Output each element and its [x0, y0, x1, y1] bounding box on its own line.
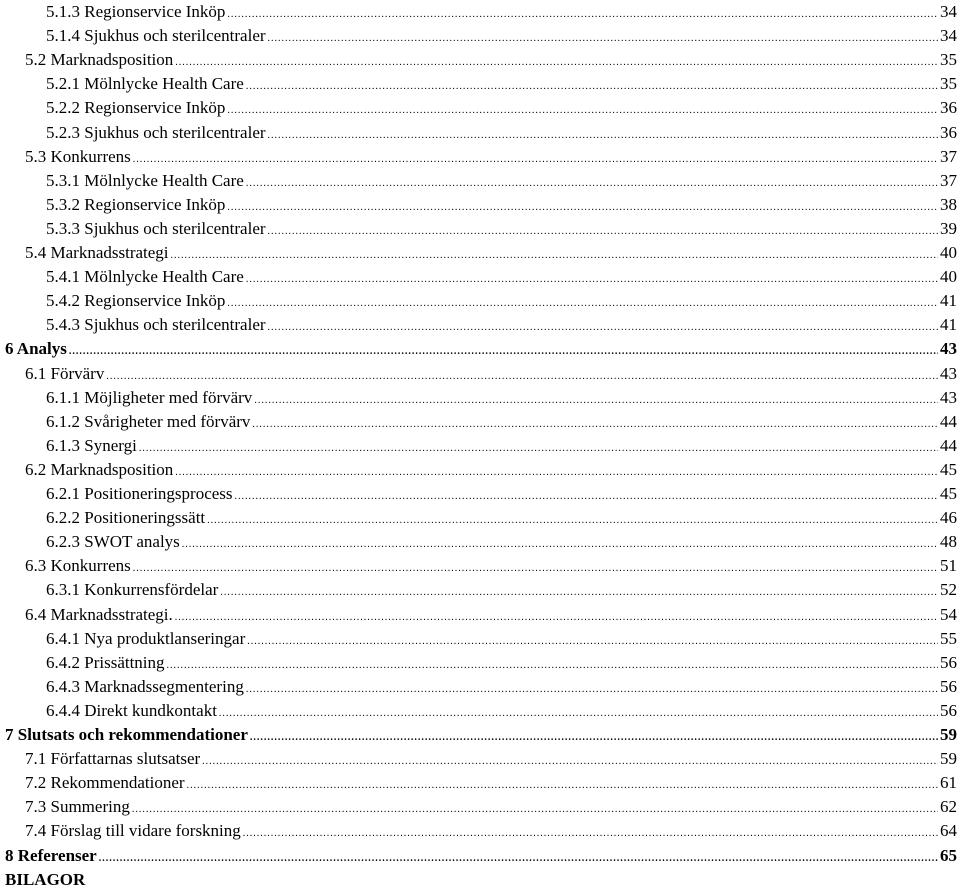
toc-entry[interactable]	[46, 265, 957, 289]
toc-entry-title: 6.1 Förvärv	[25, 363, 105, 383]
toc-entry-title: 6.2.2 Positioneringssätt	[46, 508, 206, 528]
toc-entry[interactable]	[5, 844, 957, 868]
toc-entry-title: 6.1.3 Synergi	[46, 435, 137, 455]
toc-entry[interactable]	[25, 458, 957, 482]
toc-entry[interactable]	[46, 72, 957, 96]
toc-entry-page-number: 51	[940, 556, 957, 576]
toc-entry-title: 8 Referenser	[5, 845, 97, 865]
toc-entry-page-number: 36	[940, 122, 957, 142]
toc-entry-page-number: 37	[940, 146, 957, 166]
toc-entry-page-number: 55	[940, 628, 957, 648]
toc-entry-page-number: 61	[940, 773, 957, 793]
toc-entry-title: 5.3 Konkurrens	[25, 146, 131, 166]
toc-entry-title: 6.2.1 Positioneringsprocess	[46, 484, 233, 503]
toc-entry-page-number: 56	[940, 700, 957, 720]
toc-entry[interactable]	[46, 289, 957, 313]
toc-entry-page-number: 62	[940, 797, 957, 817]
toc-entry[interactable]	[46, 217, 957, 241]
toc-entry[interactable]	[25, 603, 957, 627]
toc-entry-title: BILAGOR	[5, 869, 86, 889]
toc-entry[interactable]	[46, 0, 957, 24]
toc-entry[interactable]	[46, 699, 957, 723]
toc-entry-page-number: 65	[940, 845, 957, 865]
toc-entry[interactable]	[46, 96, 957, 120]
toc-entry-title: 7.1 Författarnas slutsatser	[25, 749, 201, 769]
toc-entry-page-number: 54	[940, 604, 957, 624]
toc-entry-title: 6.4.1 Nya produktlanseringar	[46, 628, 246, 648]
toc-entry-page-number: 43	[940, 387, 957, 407]
toc-entry[interactable]	[25, 48, 957, 72]
toc-entry[interactable]	[46, 578, 957, 602]
toc-entry-title: 5.4.3 Sjukhus och sterilcentraler	[46, 315, 266, 335]
toc-entry-page-number: 38	[940, 194, 957, 214]
toc-entry-page-number: 52	[940, 580, 957, 600]
toc-entry-title: 6.2 Marknadsposition	[25, 459, 174, 479]
toc-entry-page-number: 37	[940, 170, 957, 190]
toc-entry-page-number: 34	[940, 26, 957, 46]
toc-entry-page-number: 41	[940, 291, 957, 311]
toc-entry-title: 5.2 Marknadsposition	[25, 50, 174, 70]
toc-entry-page-number: 56	[940, 676, 957, 696]
toc-entry-title: 5.2.3 Sjukhus och sterilcentraler	[46, 122, 266, 142]
toc-entry[interactable]	[46, 386, 957, 410]
toc-entry-page-number: 48	[940, 532, 957, 552]
toc-entry[interactable]	[25, 771, 957, 795]
toc-entry-page-number: 36	[940, 98, 957, 118]
toc-entry-page-number: 35	[940, 74, 957, 94]
toc-entry-page-number: 43	[940, 363, 957, 383]
toc-entry-page-number: 46	[940, 508, 957, 528]
toc-entry-title: 6.1.2 Svårigheter med förvärv	[46, 411, 251, 431]
toc-entry-page-number: 44	[940, 411, 957, 431]
toc-entry[interactable]	[5, 337, 957, 361]
toc-entry-title: 7.3 Summering	[25, 797, 130, 817]
toc-entry[interactable]	[46, 24, 957, 48]
toc-entry[interactable]	[25, 795, 957, 819]
toc-entry-title: 5.4.1 Mölnlycke Health Care	[46, 267, 244, 287]
toc-entry-title: 6.4.4 Direkt kundkontakt	[46, 700, 217, 720]
toc-entry-page-number: 64	[940, 821, 957, 841]
toc-entry[interactable]	[46, 651, 957, 675]
toc-entry-title: 6.3.1 Konkurrensfördelar	[46, 580, 219, 600]
toc-entry-page-number: 59	[940, 725, 957, 744]
toc-entry-title: 5.2.1 Mölnlycke Health Care	[46, 74, 244, 94]
toc-entry-page-number: 40	[940, 267, 957, 287]
toc-entry[interactable]	[25, 241, 957, 265]
toc-entry-title: 5.1.3 Regionservice Inköp	[46, 2, 226, 21]
toc-entry-title: 6 Analys	[5, 339, 67, 359]
toc-entry-title: 5.3.3 Sjukhus och sterilcentraler	[46, 218, 266, 238]
toc-entry[interactable]	[25, 362, 957, 386]
toc-entry-title: 6.4.3 Marknadssegmentering	[46, 676, 244, 696]
toc-entry-page-number: 43	[940, 339, 957, 359]
toc-entry[interactable]	[25, 554, 957, 578]
toc-entry-title: 5.4.2 Regionservice Inköp	[46, 291, 226, 311]
toc-entry-page-number: 39	[940, 218, 957, 238]
toc-entry[interactable]	[46, 506, 957, 530]
toc-entry-title: 5.2.2 Regionservice Inköp	[46, 98, 226, 118]
toc-entry[interactable]	[46, 675, 957, 699]
toc-entry-page-number: 40	[940, 243, 957, 262]
toc-entry-title: 5.1.4 Sjukhus och sterilcentraler	[46, 26, 266, 46]
toc-entry-page-number: 56	[940, 652, 957, 672]
toc-entry[interactable]	[25, 145, 957, 169]
toc-entry-title: 7 Slutsats och rekommendationer	[5, 725, 248, 744]
toc-entry-page-number: 45	[940, 484, 957, 503]
toc-entry[interactable]	[46, 410, 957, 434]
toc-entry-title: 7.4 Förslag till vidare forskning	[25, 821, 241, 841]
toc-entry-title: 6.2.3 SWOT analys	[46, 532, 180, 552]
toc-entry[interactable]	[46, 434, 957, 458]
toc-entry[interactable]	[46, 530, 957, 554]
toc-entry-page-number: 44	[940, 435, 957, 455]
toc-entry-title: 6.4 Marknadsstrategi.	[25, 604, 173, 624]
toc-entry-title: 5.3.1 Mölnlycke Health Care	[46, 170, 244, 190]
toc-entry[interactable]	[25, 819, 957, 843]
toc-entry[interactable]	[46, 193, 957, 217]
toc-entry-page-number: 41	[940, 315, 957, 335]
toc-entry-title: 5.3.2 Regionservice Inköp	[46, 194, 226, 214]
toc-entry-title: 6.1.1 Möjligheter med förvärv	[46, 387, 253, 407]
toc-entry[interactable]	[25, 747, 957, 771]
toc-entry[interactable]	[46, 121, 957, 145]
toc-entry-page-number: 34	[940, 2, 957, 21]
toc-entry-page-number: 45	[940, 459, 957, 479]
toc-entry[interactable]	[5, 868, 957, 892]
toc-entry-title: 6.4.2 Prissättning	[46, 652, 165, 672]
toc-entry-page-number: 59	[940, 749, 957, 769]
toc-entry-title: 5.4 Marknadsstrategi	[25, 243, 169, 262]
toc-entry[interactable]	[46, 169, 957, 193]
toc-entry-page-number: 35	[940, 50, 957, 70]
toc-entry-title: 6.3 Konkurrens	[25, 556, 131, 576]
toc-entry[interactable]	[46, 482, 957, 506]
toc-entry[interactable]	[46, 627, 957, 651]
toc-entry-title: 7.2 Rekommendationer	[25, 773, 185, 793]
toc-entry[interactable]	[46, 313, 957, 337]
toc-entry[interactable]	[5, 723, 957, 747]
